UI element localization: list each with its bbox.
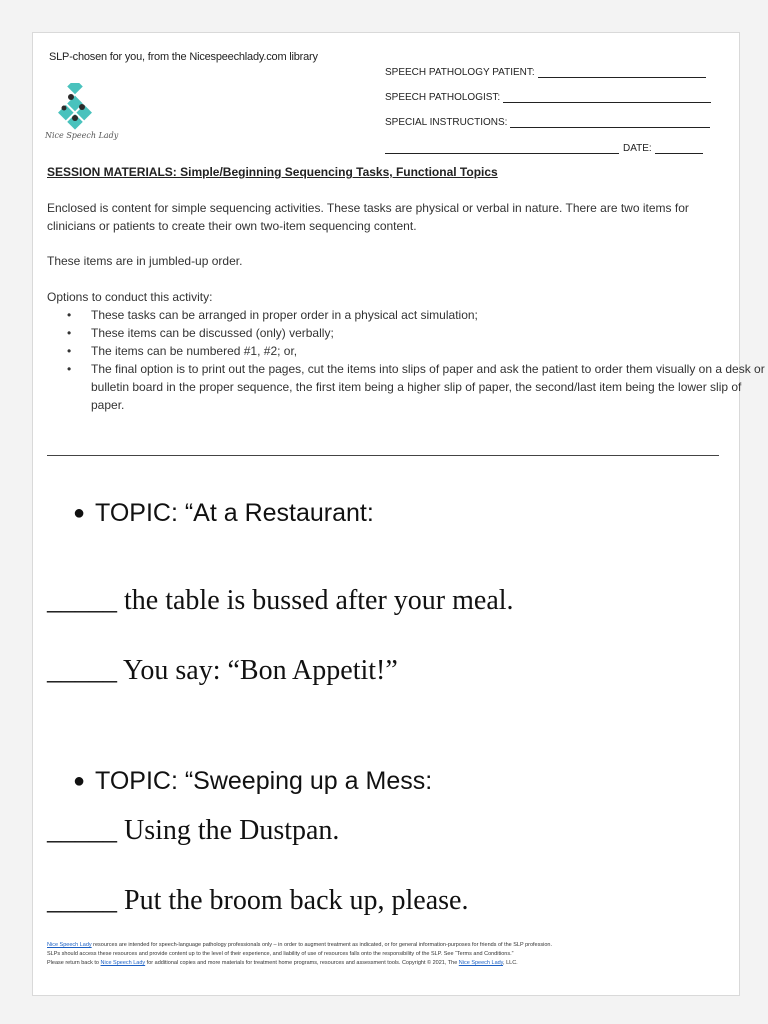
pathologist-field-label: SPEECH PATHOLOGIST: bbox=[385, 92, 501, 103]
list-item: • The final option is to print out the pages, cut the items into slips of paper and ask the patient to order them visually on a desk or bulletin board in the proper sequence, the first item being a higher slip of paper, the second/last item being the lower slip of paper. bbox=[91, 360, 768, 414]
bullet-icon: ● bbox=[73, 502, 86, 524]
footer-text: for additional copies and more materials for treatment home programs, resources and assessment tools. Copyright © 2021, The bbox=[145, 960, 459, 966]
list-item: • These tasks can be arranged in proper order in a physical act simulation; bbox=[91, 306, 768, 324]
date-blank-line bbox=[655, 144, 703, 154]
options-label: Options to conduct this activity: bbox=[47, 290, 213, 304]
instructions-field[interactable] bbox=[385, 117, 710, 128]
library-source-note: SLP-chosen for you, from the Nicespeechlady.com library bbox=[49, 51, 318, 63]
patient-blank-line bbox=[538, 68, 706, 78]
extra-blank-line bbox=[385, 144, 619, 154]
patient-field-label: SPEECH PATHOLOGY PATIENT: bbox=[385, 67, 535, 78]
instructions-blank-line bbox=[510, 118, 710, 128]
topic-heading-sweeping bbox=[73, 767, 432, 796]
date-field-label: DATE: bbox=[623, 143, 652, 154]
logo-caption: Nice Speech Lady bbox=[45, 131, 119, 140]
footer-line: SLPs should access these resources and provide content up to the level of their experience, and liability of use of resources falls onto the responsibility of the SLP. See “Terms and Conditions.” bbox=[47, 951, 514, 957]
section-divider bbox=[47, 455, 719, 456]
sequence-item: _____ You say: “Bon Appetit!” bbox=[47, 655, 398, 686]
list-item: • These items can be discussed (only) verbally; bbox=[91, 324, 768, 342]
document-page bbox=[32, 32, 765, 996]
jumbled-note: These items are in jumbled-up order. bbox=[47, 254, 243, 268]
bullet-icon: ● bbox=[73, 770, 86, 792]
footer-line bbox=[47, 959, 727, 968]
nice-speech-lady-link[interactable]: Nice Speech Lady bbox=[47, 942, 92, 948]
nice-speech-lady-link[interactable]: Nice Speech Lady bbox=[100, 960, 146, 966]
footer-text: resources are intended for speech-language pathology professionals only – in order to augment treatment as indicated, or for general information-purposes for friends of the SLP profession. bbox=[91, 942, 552, 948]
pathologist-field[interactable] bbox=[385, 92, 711, 103]
intro-paragraph: Enclosed is content for simple sequencing activities. These tasks are physical or verbal in nature. There are two items for clinicians or patients to create their own two-item sequencing content. bbox=[47, 201, 689, 233]
instructions-field-label: SPECIAL INSTRUCTIONS: bbox=[385, 117, 508, 128]
session-materials-title: SESSION MATERIALS: Simple/Beginning Sequencing Tasks, Functional Topics bbox=[47, 165, 498, 179]
pathologist-blank-line bbox=[503, 93, 711, 103]
date-field[interactable] bbox=[385, 143, 703, 154]
footer-text: Please return back to bbox=[47, 960, 101, 966]
sequence-item: _____ Put the broom back up, please. bbox=[47, 885, 469, 916]
sequence-item: _____ Using the Dustpan. bbox=[47, 815, 340, 846]
footer-text: , LLC. bbox=[503, 960, 518, 966]
nice-speech-lady-logo bbox=[51, 83, 115, 153]
patient-field[interactable] bbox=[385, 67, 706, 78]
sequence-item: _____ the table is bussed after your meal. bbox=[47, 585, 514, 616]
topic-title: TOPIC: “Sweeping up a Mess: bbox=[95, 767, 433, 795]
nice-speech-lady-link[interactable]: Nice Speech Lady bbox=[458, 960, 504, 966]
topic-heading-restaurant bbox=[73, 499, 374, 528]
footer-line bbox=[47, 941, 727, 950]
topic-title: TOPIC: “At a Restaurant: bbox=[95, 499, 374, 527]
footer-disclaimer bbox=[47, 941, 727, 968]
options-list bbox=[47, 306, 768, 414]
list-item: • The items can be numbered #1, #2; or, bbox=[91, 342, 768, 360]
